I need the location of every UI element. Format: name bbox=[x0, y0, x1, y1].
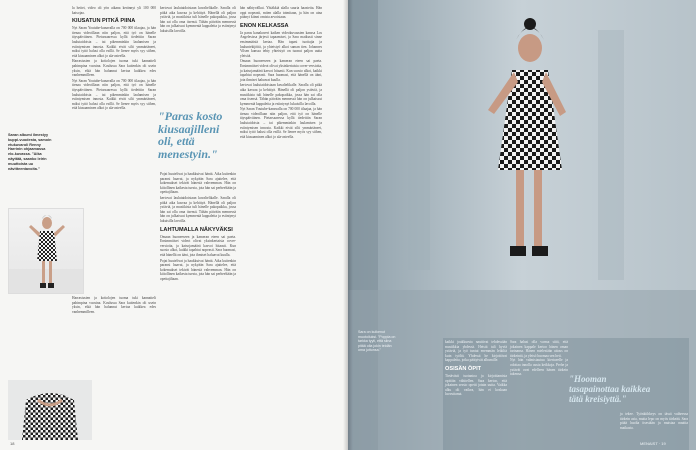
column3-body-text-3: Omaan huoneeseen ja kameran eteen sai paeta. Ensimmäiset videot olivat yksinkertaisia cover-versioita, ja katsojamäärä kasvoi hitaasti. Kun suosio alkoi, kaikki tapahtui nopeasti. Sara huomasi, että hänellä on ääni, jota ihmiset haluavat kuulla. bbox=[240, 59, 322, 82]
pull-quote-right: "Hooman tasapainottaa kaikkea tätä kreisiyttä." bbox=[569, 374, 651, 404]
heading-enon-kelkassa: ENON KELKASSA bbox=[240, 22, 289, 29]
left-column-1 bbox=[72, 6, 156, 112]
column3-body-text: hän nähtyvälkai. Yhtäkkiä alalla suuria haasteita. Hän oppi nopeasti, miten alalla toimitaan, ja hän on aina pitänyt kiinni omista arvoistaan. bbox=[240, 6, 322, 20]
right-column3-text: ja tekee. Työnkiihkeys on tässä vaiheessa tärkein asia, mutta lepo on myös tärkeää. Sara pitää huolta itsestään ja muistaa nauttia matkasta. bbox=[620, 412, 688, 430]
column2-body-text-2b: kertovat laulutaidoistaan kavaltelikalle. Saralla oli pitkä aika kasvaa ja kehittyä. Hänellä oli paljon ystäviä, ja musiikista tuli hänelle pakopaikka, jossa hän sai olla oma itsensä. Tähän päivään mennessä hän on julkaissut kymmeniä kappaleita ja esiintynyt lukuisilla lavoilla. bbox=[160, 195, 236, 223]
right-column2-text-2: Nyt hän valmistautuu kiertueelle ja odottaa innolla uusia keikkoja. Perhe ja ystävät ovat edelleen hänen tärkein tukensa. bbox=[510, 358, 568, 377]
right-column1-text: kaikki joukkuesta nauttivat tehdessään musiikkia yhdessä. Heistä tuli hyviä ystäviä, ja työ tuntui enemmän leikiltä kuin työltä. Yhdessä he kirjoittivat kappaleita, jotka päätyivät albumille. bbox=[445, 340, 507, 363]
column1-lower-text: Harrastusten ja kotiolojen tuoma tuki kannatteli pahimpina vuosina. Koulussa Sara kuitenkin oli usein yksin, eikä hän halunnut kertoa kaikkea edes vanhemmilleen. bbox=[72, 296, 156, 314]
column1-body-text: Nyt Saran Youtube-kanavalla on 700 000 tilaajaa, ja hän tienaa videoillaan niin paljon, että työ on hänelle täyspäiväinen. Pietarsaaressa kyllä tiedettiin Saran laulutaidoista – tai pikemminkin laulamisen ja esiintymisen innosta. Kaikki eivät silti ymmärtäneet, miksi tyttö halusi olla esillä. Se lienee myös syy siihen, että kiusaaminen alkoi jo ala-asteella. bbox=[72, 26, 156, 58]
column3-body-text-5: Nyt Saran Youtube-kanavalla on 700 000 tilaajaa, ja hän tienaa videoillaan niin paljon, että työ on hänelle täyspäiväinen. Pietarsaaressa kyllä tiedettiin Saran laulutaidoista – tai pikemminkin laulamisen ja esiintymisen innosta. Kaikki eivät silti ymmärtäneet, miksi tyttö halusi olla esillä. Se lienee myös syy siihen, että kiusaaminen alkoi jo ala-asteella. bbox=[240, 107, 322, 139]
column2-body-text: kertovat laulutaidoistaan kavaltelikalle. Saralla oli pitkä aika kasvaa ja kehittyä. Hänellä oli paljon ystäviä, ja musiikista tuli hänelle pakopaikka, jossa hän sai olla oma itsensä. Tähän päivään mennessä hän on julkaissut kymmeniä kappaleita ja esiintynyt lukuisilla lavoilla. bbox=[160, 6, 236, 33]
spine-shadow bbox=[343, 0, 353, 450]
column2-body-text-3b: Pojat huutelivat ja haukkuivat häntä. Aika kuitenkin paransi haavat, ja nykyään Sara ajattelee, että kokemukset tekivät hänestä vahvemman. Hän on kiitollinen kaikesta tuesta, jota hän sai perheeltään ja opettajiltaan. bbox=[160, 258, 236, 281]
heading-osisan-opit: OSISÄN ÖPIT bbox=[445, 365, 482, 372]
photo-bottom-left bbox=[8, 380, 92, 440]
column1-top-text: la heitei, video oli yön aikana kerännyt yli 100 000 katsojaa. bbox=[72, 6, 156, 15]
photo-figure-illustration bbox=[9, 209, 84, 294]
left-column-1b bbox=[72, 296, 156, 315]
left-column-2b bbox=[160, 172, 236, 282]
photo-bottom-illustration bbox=[8, 380, 92, 440]
heading-lahtumalla: LAHTUMALLA NÄKYVÄKSI bbox=[160, 226, 233, 233]
column3-body-text-4: kertovat laulutaidoistaan kavaltelikalle. Saralla oli pitkä aika kasvaa ja kehittyä. Hänellä oli paljon ystäviä, ja musiikista tuli hänelle pakopaikka, jossa hän sai olla oma itsensä. Tähän päivään mennessä hän on julkaissut kymmeniä kappaleita ja esiintynyt lukuisilla lavoilla. bbox=[240, 83, 322, 106]
photo-caption-right: Sara on kulkenut muotoiluksi. "Poppia on tarkka tyyli, että siina pitää olla jokin teidän oma juttunsa." bbox=[358, 330, 396, 352]
page-number-left: 18 bbox=[10, 441, 15, 446]
left-column-3 bbox=[240, 6, 322, 140]
left-column-2 bbox=[160, 6, 236, 35]
right-column2-text: Sara halusi olla varma siitä, että jokainen kappale kertoo hänen oman tarinansa. Hänen mielestään aitous on tärkeintä, ja yleisö huomaa sen heti. bbox=[510, 340, 568, 358]
column3-body-text-2: Ja paras kanakaveri kaiken videokuvausten kanssa Los Angelesissa järjesti tapaamiset, ja Sara matkusti sinne ensimmäistä kertaa. Hän tapasi tuottajia ja lauluntekijöitä, ja yhteistyö alkoi saman tien. Johannes Vilsen kanssa tehty yhteistyö on tuonut paljon uutta yleisöä. bbox=[240, 30, 322, 58]
photo-caption-left: Saran albumi ilmestyy kuppi-vuodesta, samoin etukuvaroli Renny Harrinin ohjaamassa elo-kuvassa. "Aika näyttää, saanko leirin muuttoista uu nävitteentavoita." bbox=[8, 133, 52, 171]
right-column-3 bbox=[620, 412, 688, 430]
right-column-2 bbox=[510, 340, 568, 377]
column1-body-text-3: Nyt Saran Youtube-kanavalla on 700 000 tilaajaa, ja hän tienaa videoillaan niin paljon, että työ on hänelle täyspäiväinen. Pietarsaaressa kyllä tiedettiin Saran laulutaidoista – tai pikemminkin laulamisen ja esiintymisen innosta. Kaikki eivät silti ymmärtäneet, miksi tyttö halusi olla esillä. Se lienee myös syy siihen, että kiusaaminen alkoi jo ala-asteella. bbox=[72, 78, 156, 111]
column1-body-text-2: Harrastusten ja kotiolojen tuoma tuki kannatteli pahimpina vuosina. Koulussa Sara kuitenkin oli usein yksin, eikä hän halunnut kertoa kaikkea edes vanhemmilleen. bbox=[72, 59, 156, 78]
column2-body-text-2: Pojat huutelivat ja haukkuivat häntä. Aika kuitenkin paransi haavat, ja nykyään Sara ajattelee, että kokemukset tekivät hänestä vahvemman. Hän on kiitollinen kaikesta tuesta, jota hän sai perheeltään ja opettajiltaan. bbox=[160, 172, 236, 195]
right-column-1 bbox=[445, 340, 507, 397]
right-column1-text-2: Tietävästi tuotantoa ja kirjoittamista opittiin vähitellen. Sara kertoo, että jokainen sessio opetti jotain uutta. Vaikka alku oli vaikea, hän ei koskaan luovuttanut. bbox=[445, 373, 507, 397]
page-number-right: MENAIST · 19 bbox=[640, 441, 666, 446]
photo-sara-standing bbox=[8, 208, 84, 294]
column2-body-text-3: Omaan huoneeseen ja kameran eteen sai paeta. Ensimmäiset videot olivat yksinkertaisia cover-versioita, ja katsojamäärä kasvoi hitaasti. Kun suosio alkoi, kaikki tapahtui nopeasti. Sara huomasi, että hänellä on ääni, jota ihmiset haluavat kuulla. bbox=[160, 234, 236, 257]
pull-quote-left: "Paras kosto kiusaajilleni oli, että menestyin." bbox=[158, 109, 223, 161]
heading-kiusatun: KIUSATUN PITKÄ PIINA bbox=[72, 18, 136, 25]
